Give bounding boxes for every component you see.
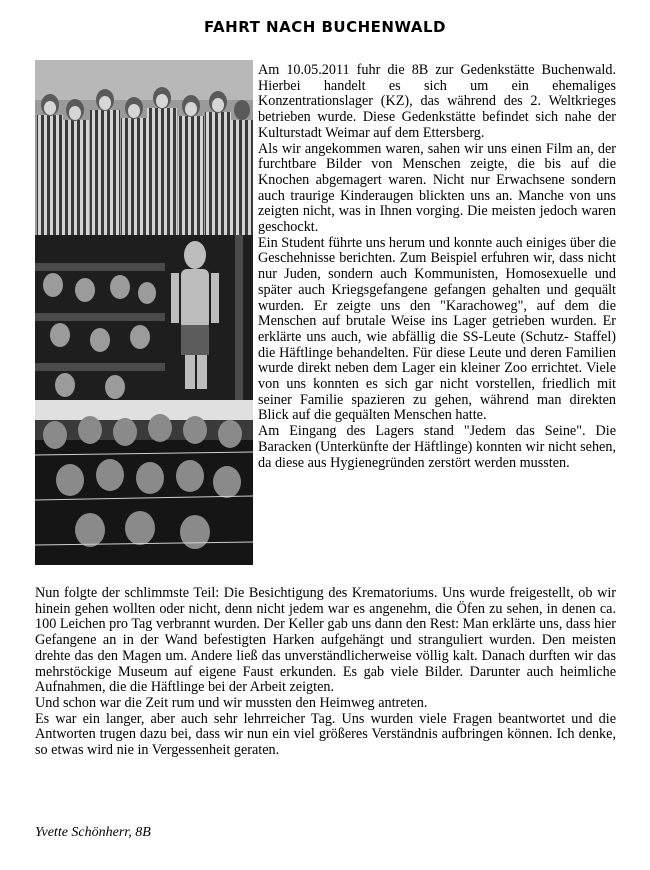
- photo-column: [35, 60, 253, 565]
- photo-barracks-bunks: [35, 235, 253, 400]
- paragraph-film: Als wir angekommen waren, sahen wir uns einen Film an, der furchtbare Bilder von Menschen zeigte, die bis auf die Knochen abgemagert waren. Nicht nur Erwachsene sondern auch traurige Kinderaugen blickten uns an. Manche von uns zeigten nicht, was in Ihnen vorging. Die meisten jedoch waren geschockt.: [258, 140, 616, 236]
- document-title: FAHRT NACH BUCHENWALD: [204, 18, 446, 36]
- bottom-text-block: [35, 586, 616, 759]
- photo-crowd-barbed-wire: [35, 400, 253, 565]
- paragraph-departure: Und schon war die Zeit rum und wir mussten den Heimweg antreten.: [35, 694, 428, 711]
- paragraph-entrance: Am Eingang des Lagers stand "Jedem das Seine". Die Baracken (Unterkünfte der Häftlinge) konnten wir nicht sehen, da diese aus Hygienegründen zerstört werden mussten.: [258, 423, 616, 471]
- paragraph-tour: Ein Student führte uns herum und konnte auch einiges über die Geschehnisse berichten. Zum Beispiel erfuhren wir, dass nicht nur Juden, sondern auch Kommunisten, Homosexuelle und später auch Kriegsgefangene gefangen gehalten und gequält wurden. Er zeigte uns den "Karachoweg", auf dem die Menschen auf brutale Weise ins Lager getrieben wurden. Er erklärte uns auch, wie abfällig die SS-Leute (Schutz- Staffel) die Häftlinge behandelten. Für diese Leute und deren Familien wurde direkt neben dem Lager ein kleiner Zoo errichtet. Viele von uns konnten es sich gar nicht vorstellen, friedlich mit seiner Familie spazieren zu gehen, während man direkten Blick auf die gequälten Menschen hatte.: [258, 234, 616, 424]
- paragraph-intro: Am 10.05.2011 fuhr die 8B zur Gedenkstätte Buchenwald. Hierbei handelt es sich um ein ehemaliges Konzentrationslager (KZ), das während des 2. Weltkrieges betrieben wurde. Diese Gedenkstätte befindet sich nahe der Kulturstadt Weimar auf dem Ettersberg.: [258, 62, 616, 141]
- author-signature: Yvette Schönherr, 8B: [35, 825, 151, 840]
- paragraph-conclusion: Es war ein langer, aber auch sehr lehrreicher Tag. Uns wurden viele Fragen beantwortet und die Antworten trugen dazu bei, dass wir nun ein viel größeres Verständnis aufbringen können. Ich denke, so etwas wird nie in Vergessenheit geraten.: [35, 710, 616, 759]
- side-text-column: [258, 63, 616, 471]
- photo-prisoners-striped: [35, 60, 253, 235]
- paragraph-crematorium: Nun folgte der schlimmste Teil: Die Besichtigung des Krematoriums. Uns wurde freigestellt, ob wir hinein gehen wollten oder nicht, denn nicht jedem war es angenehm, die Öfen zu sehen, in denen ca. 100 Leichen pro Tag verbrannt wurden. Der Keller gab uns dann den Rest: Man erklärte uns, dass hier Gefangene an in der Wand befestigten Harken aufgehängt und stranguliert wurden. Den meisten drehte das den Magen um. Andere ließ das unverständlicherweise völlig kalt. Danach durften wir das mehrstöckige Museum auf eigene Faust erkunden. Es gab viele Bilder. Darunter auch heimliche Aufnahmen, die die Häftlinge bei der Arbeit zeigten.: [35, 585, 616, 696]
